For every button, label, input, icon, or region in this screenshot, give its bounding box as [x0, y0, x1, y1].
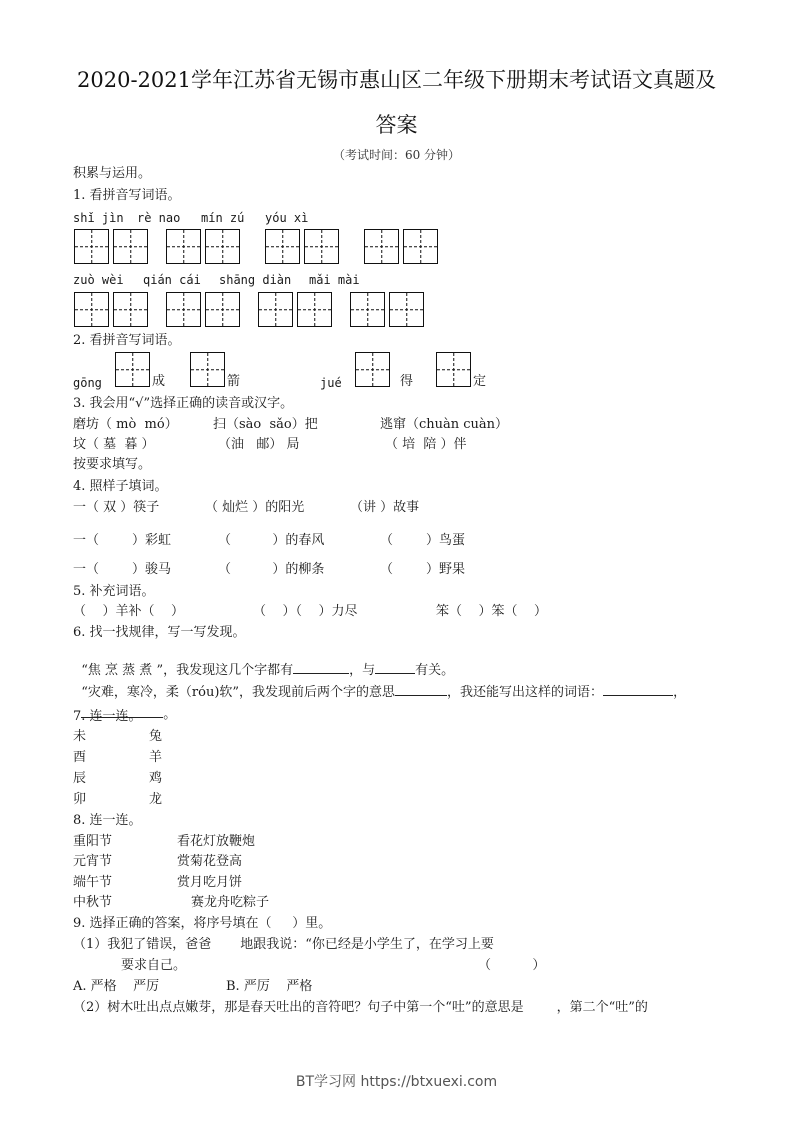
q1-pinyin-1: shǐ jìn: [73, 211, 124, 225]
q3-item[interactable]: 磨坊（ mò mó）: [73, 417, 178, 432]
q2-pinyin-gong: gōng: [73, 376, 102, 390]
q9-option-b[interactable]: B. 严厉 严格: [226, 979, 313, 994]
q6-line2-text-b: ，我还能写出这样的词语：: [447, 685, 604, 700]
q4-fill-item[interactable]: 一（ ）骏马: [73, 562, 172, 577]
q4-fill-item[interactable]: （ ）鸟蛋: [380, 533, 466, 548]
writing-box[interactable]: [115, 352, 150, 387]
q6-line3-end: 。: [163, 707, 177, 722]
q5-item[interactable]: （ ）羊补（ ）: [73, 604, 185, 619]
q8-right-item[interactable]: 赏月吃月饼: [177, 875, 243, 890]
writing-box[interactable]: [350, 292, 385, 327]
document-title-line2: 答案: [375, 113, 418, 137]
q2-char-de: 得: [400, 374, 414, 389]
q8-left-item[interactable]: 重阳节: [73, 834, 113, 849]
writing-box[interactable]: [166, 229, 201, 264]
q9-option-a[interactable]: A. 严格 严厉: [73, 979, 160, 994]
q4-fill-item[interactable]: （ ）的柳条: [218, 562, 325, 577]
q7-label: 7. 连一连。: [73, 709, 142, 724]
writing-box[interactable]: [297, 292, 332, 327]
writing-box[interactable]: [113, 229, 148, 264]
q2-pinyin-jue: jué: [320, 376, 342, 390]
q6-blank-3[interactable]: [395, 683, 447, 696]
q8-left-item[interactable]: 中秋节: [73, 895, 113, 910]
q1-pinyin-8: mǎi mài: [309, 273, 360, 287]
q7-left-item[interactable]: 卯: [73, 792, 87, 807]
q3-item[interactable]: 扫（sào sǎo）把: [213, 417, 318, 432]
q5-item[interactable]: （ ）（ ）力尽: [253, 604, 358, 619]
footer-watermark: BT学习网 https://btxuexi.com: [295, 1074, 498, 1090]
q1-pinyin-2: rè nao: [137, 211, 181, 225]
q8-left-item[interactable]: 元宵节: [73, 854, 113, 869]
q1-pinyin-3: mín zú: [201, 211, 245, 225]
q9-answer-paren[interactable]: （ ）: [478, 958, 546, 973]
q3-item[interactable]: （油 邮） 局: [218, 437, 300, 452]
q4-fill-item[interactable]: （ ）野果: [380, 562, 466, 577]
q7-left-item[interactable]: 未: [73, 729, 87, 744]
document-title-line1: 2020-2021学年江苏省无锡市惠山区二年级下册期末考试语文真题及: [77, 68, 716, 92]
writing-box[interactable]: [389, 292, 424, 327]
q2-char-jian: 箭: [227, 374, 241, 389]
q6-line2-text-c: ，: [673, 685, 687, 700]
q9-sub2-line1: （2）树木吐出点点嫩芽，那是春天吐出的音符吧？句子中第一个“吐”的意思是 ，第二个“吐”的: [73, 1000, 648, 1015]
q4-example: （讲 ）故事: [350, 500, 420, 515]
writing-box[interactable]: [166, 292, 201, 327]
writing-box[interactable]: [355, 352, 390, 387]
writing-box[interactable]: [205, 229, 240, 264]
section-heading-fill: 按要求填写。: [73, 457, 152, 472]
q4-example: （ 灿烂 ）的阳光: [205, 500, 305, 515]
q8-right-item[interactable]: 赏菊花登高: [177, 854, 243, 869]
q9-label: 9. 选择正确的答案，将序号填在（ ）里。: [73, 916, 332, 931]
q6-blank-4[interactable]: [603, 683, 673, 696]
q4-fill-item[interactable]: （ ）的春风: [218, 533, 325, 548]
q2-label: 2. 看拼音写词语。: [73, 333, 181, 348]
writing-box[interactable]: [74, 229, 109, 264]
writing-box[interactable]: [436, 352, 471, 387]
q7-right-item[interactable]: 鸡: [149, 771, 163, 786]
q8-label: 8. 连一连。: [73, 813, 142, 828]
q3-item[interactable]: 逃窜（chuàn cuàn）: [380, 417, 509, 432]
q5-item[interactable]: 笨（ ）笨（ ）: [436, 604, 548, 619]
q4-fill-item[interactable]: 一（ ）彩虹: [73, 533, 172, 548]
q6-line1-text-a: “焦 烹 蒸 煮 ”，我发现这几个字都有: [81, 663, 294, 678]
q6-line2-text-a: “灾难，寒冷，柔（róu)软”，我发现前后两个字的意思: [81, 685, 396, 700]
writing-box[interactable]: [190, 352, 225, 387]
q9-sub1-line2: 要求自己。: [121, 958, 187, 973]
writing-box[interactable]: [113, 292, 148, 327]
q9-sub1-line1: （1）我犯了错误，爸爸 地跟我说：“你已经是小学生了，在学习上要: [73, 937, 494, 952]
q7-left-item[interactable]: 酉: [73, 750, 87, 765]
q5-label: 5. 补充词语。: [73, 584, 155, 599]
writing-box[interactable]: [74, 292, 109, 327]
q7-right-item[interactable]: 羊: [149, 750, 163, 765]
q4-example: 一（ 双 ）筷子: [73, 500, 160, 515]
writing-box[interactable]: [304, 229, 339, 264]
q7-right-item[interactable]: 龙: [149, 792, 163, 807]
q7-right-item[interactable]: 兔: [149, 729, 163, 744]
writing-box[interactable]: [258, 292, 293, 327]
q1-pinyin-4: yóu xì: [265, 211, 309, 225]
q8-left-item[interactable]: 端午节: [73, 875, 113, 890]
q3-item[interactable]: 坟（ 墓 暮 ）: [73, 437, 155, 452]
q6-line1-text-b: ，与: [349, 663, 376, 678]
q3-item[interactable]: （ 培 陪 ）伴: [385, 437, 467, 452]
q2-char-cheng: 成: [152, 374, 166, 389]
section-heading-accumulation: 积累与运用。: [73, 166, 152, 181]
writing-box[interactable]: [364, 229, 399, 264]
q8-right-item[interactable]: 赛龙舟吃粽子: [191, 895, 270, 910]
q2-char-ding: 定: [473, 374, 487, 389]
q6-label: 6. 找一找规律，写一写发现。: [73, 625, 246, 640]
q8-right-item[interactable]: 看花灯放鞭炮: [177, 834, 256, 849]
q3-label: 3. 我会用“√”选择正确的读音或汉字。: [73, 396, 294, 411]
q1-pinyin-6: qián cái: [143, 273, 201, 287]
q1-pinyin-5: zuò wèi: [73, 273, 124, 287]
q1-label: 1. 看拼音写词语。: [73, 188, 181, 203]
exam-duration: （考试时间：60 分钟）: [332, 148, 461, 162]
q4-label: 4. 照样子填词。: [73, 479, 168, 494]
writing-box[interactable]: [205, 292, 240, 327]
q7-left-item[interactable]: 辰: [73, 771, 87, 786]
q6-line1-text-c: 有关。: [415, 663, 455, 678]
writing-box[interactable]: [265, 229, 300, 264]
q1-pinyin-7: shāng diàn: [219, 273, 292, 287]
writing-box[interactable]: [403, 229, 438, 264]
